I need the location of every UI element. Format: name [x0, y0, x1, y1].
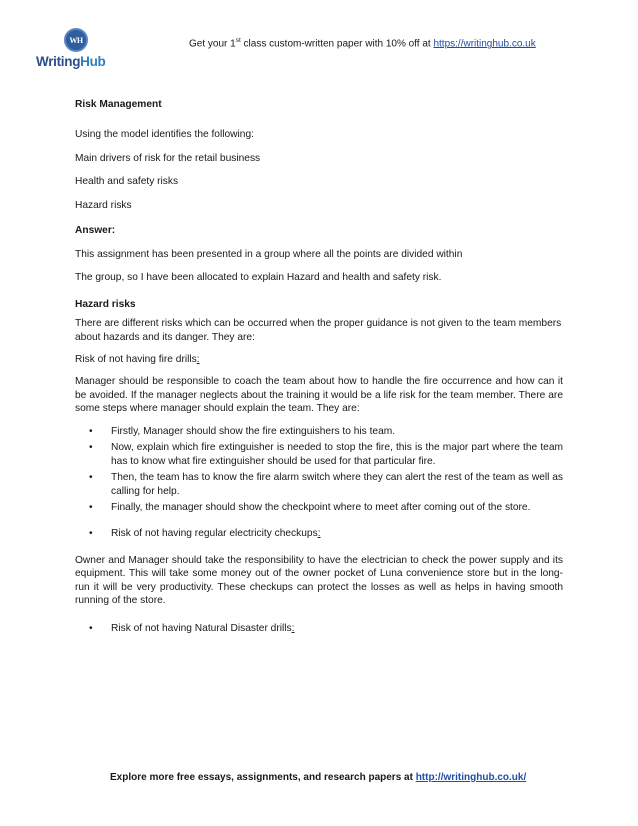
- electricity-paragraph: Owner and Manager should take the responsibility to have the electrician to check the power supply and its equipment. This will take some money out of the owner pocket of Luna convenience store but in the long-run it will be very productivity. These checkups can protect the losses as well as helps in having smooth running of the store.: [75, 554, 563, 607]
- bullet-icon: •: [89, 622, 93, 634]
- fire-drills-paragraph: Manager should be responsible to coach the team about how to handle the fire occurrence and how can it be avoided. If the manager neglects about the training it would be a life risk for the team member. There are some steps where manager should explain the team. They are:: [75, 376, 563, 415]
- bullet-icon: •: [89, 442, 93, 454]
- footer-link[interactable]: http://writinghub.co.uk/: [415, 772, 527, 783]
- intro-item: Health and safety risks: [75, 176, 179, 188]
- list-item: • Finally, the manager should show the checkpoint where to meet after coming out of the store.: [89, 502, 531, 514]
- answer-line: The group, so I have been allocated to explain Hazard and health and safety risk.: [75, 272, 442, 284]
- intro-text: Using the model identifies the following:: [75, 129, 254, 141]
- document-title: Risk Management: [75, 99, 162, 110]
- electricity-list: [75, 527, 563, 540]
- list-item: • Now, explain which fire extinguisher is needed to stop the fire, this is the major part where the team has to know what fire extinguisher should be used for that particular fire.: [89, 442, 563, 467]
- list-item: • Risk of not having regular electricity checkups:: [89, 527, 321, 539]
- list-item: • Firstly, Manager should show the fire extinguishers to his team.: [89, 425, 396, 437]
- writinghub-logo[interactable]: [36, 28, 116, 72]
- fire-drills-heading: Risk of not having fire drills:: [75, 353, 200, 365]
- header-promo-link[interactable]: https://writinghub.co.uk: [433, 38, 536, 50]
- logo-wordmark: WritingHub: [36, 54, 106, 69]
- document-body: [75, 98, 563, 635]
- intro-item: Main drivers of risk for the retail business: [75, 152, 261, 164]
- bullet-icon: •: [89, 502, 93, 514]
- bullet-icon: •: [89, 425, 93, 437]
- header-promo: Get your 1st class custom-written paper with 10% off at https://writinghub.co.uk: [189, 37, 536, 50]
- intro-item: Hazard risks: [75, 199, 132, 211]
- footer-promo: Explore more free essays, assignments, and research papers at http://writinghub.co.uk/: [110, 772, 527, 783]
- bullet-icon: •: [89, 527, 93, 539]
- section-heading-hazard: Hazard risks: [75, 298, 136, 310]
- list-item: • Then, the team has to know the fire alarm switch where they can alert the rest of the team as well as calling for help.: [89, 472, 563, 497]
- hazard-paragraph: There are different risks which can be occurred when the proper guidance is not given to the team members about hazards and its danger. They are:: [75, 318, 562, 343]
- bullet-icon: •: [89, 472, 93, 484]
- fire-steps-list: [75, 425, 563, 515]
- disaster-list: [75, 622, 563, 635]
- answer-line: This assignment has been presented in a group where all the points are divided within: [75, 248, 463, 260]
- answer-label: Answer:: [75, 225, 116, 237]
- logo-mark-icon: WH: [64, 28, 88, 52]
- list-item: • Risk of not having Natural Disaster drills:: [89, 622, 295, 634]
